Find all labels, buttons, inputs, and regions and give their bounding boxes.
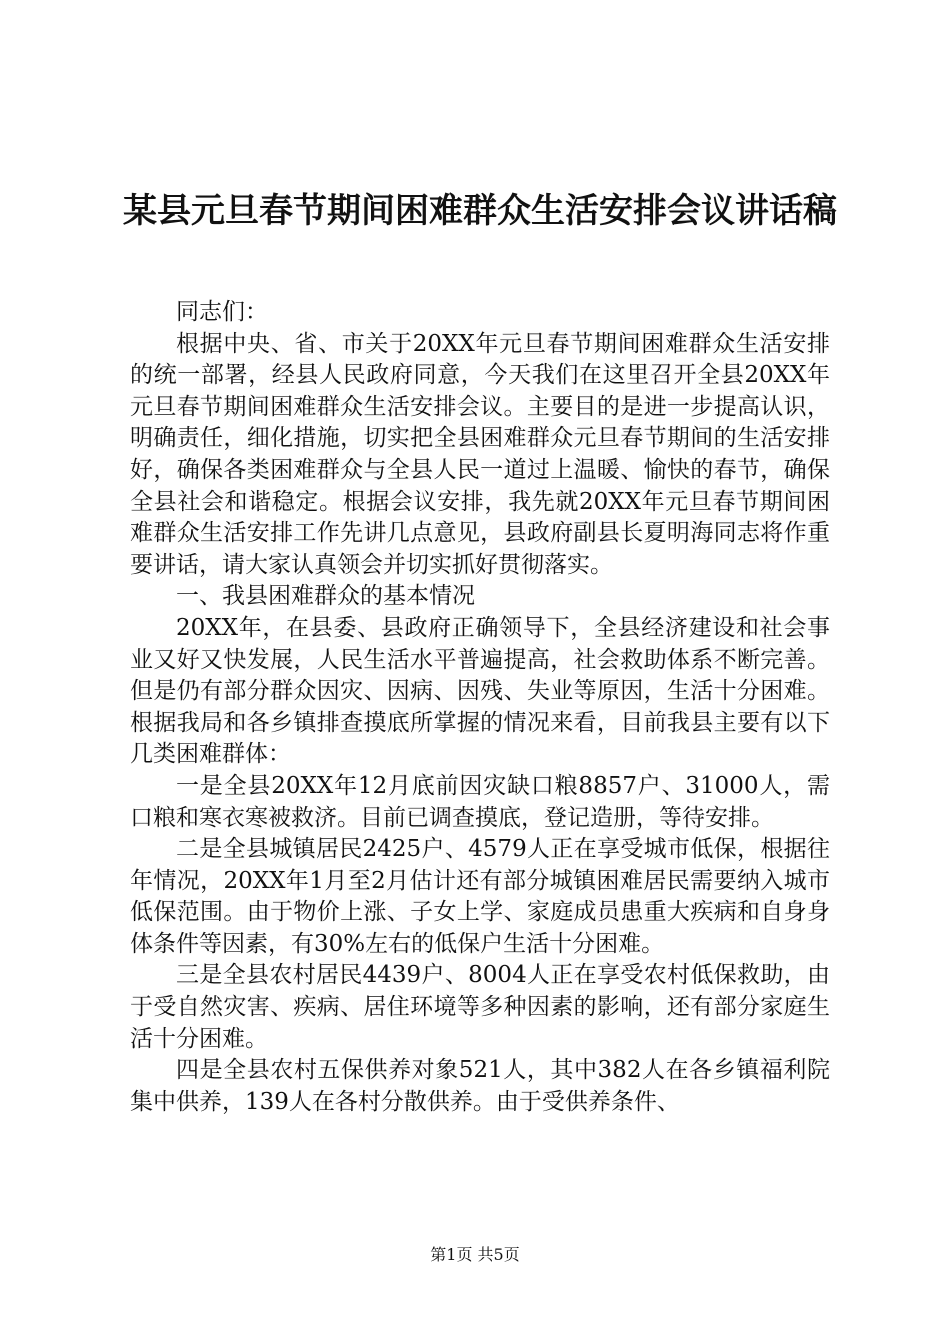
document-body (130, 297, 830, 1118)
salutation: 同志们： (176, 299, 268, 325)
document-title: 某县元旦春节期间困难群众生活安排会议讲话稿 (123, 191, 837, 231)
section-heading: 一、我县困难群众的基本情况 (176, 583, 475, 610)
paragraph: 四是全县农村五保供养对象521人，其中382人在各乡镇福利院集中供养，139人在各村分散供养。由于受供养条件、 (130, 1057, 830, 1115)
paragraph: 根据中央、省、市关于20XX年元旦春节期间困难群众生活安排的统一部署，经县人民政府同意，今天我们在这里召开全县20XX年元旦春节期间困难群众生活安排会议。主要目的是进一步提高认识，明确责任，细化措施，切实把全县困难群众元旦春节期间的生活安排好，确保各类困难群众与全县人民一道过上温暖、愉快的春节，确保全县社会和谐稳定。根据会议安排，我先就20XX年元旦春节期间困难群众生活安排工作先讲几点意见，县政府副县长夏明海同志将作重要讲话，请大家认真领会并切实抓好贯彻落实。 (130, 330, 830, 578)
paragraph: 三是全县农村居民4439户、8004人正在享受农村低保救助，由于受自然灾害、疾病、居住环境等多种因素的影响，还有部分家庭生活十分困难。 (130, 962, 830, 1052)
paragraph: 20XX年，在县委、县政府正确领导下，全县经济建设和社会事业又好又快发展，人民生活水平普遍提高，社会救助体系不断完善。但是仍有部分群众因灾、因病、因残、失业等原因，生活十分困难。根据我局和各乡镇排查摸底所掌握的情况来看，目前我县主要有以下几类困难群体： (130, 614, 830, 768)
paragraph: 二是全县城镇居民2425户、4579人正在享受城市低保，根据往年情况，20XX年1月至2月估计还有部分城镇困难居民需要纳入城市低保范围。由于物价上涨、子女上学、家庭成员患重大疾病和自身身体条件等因素，有30%左右的低保户生活十分困难。 (130, 836, 830, 957)
paragraph: 一是全县20XX年12月底前因灾缺口粮8857户、31000人，需口粮和寒衣寒被救济。目前已调查摸底，登记造册，等待安排。 (130, 772, 830, 831)
page-footer: 第1页 共5页 (430, 1245, 520, 1264)
